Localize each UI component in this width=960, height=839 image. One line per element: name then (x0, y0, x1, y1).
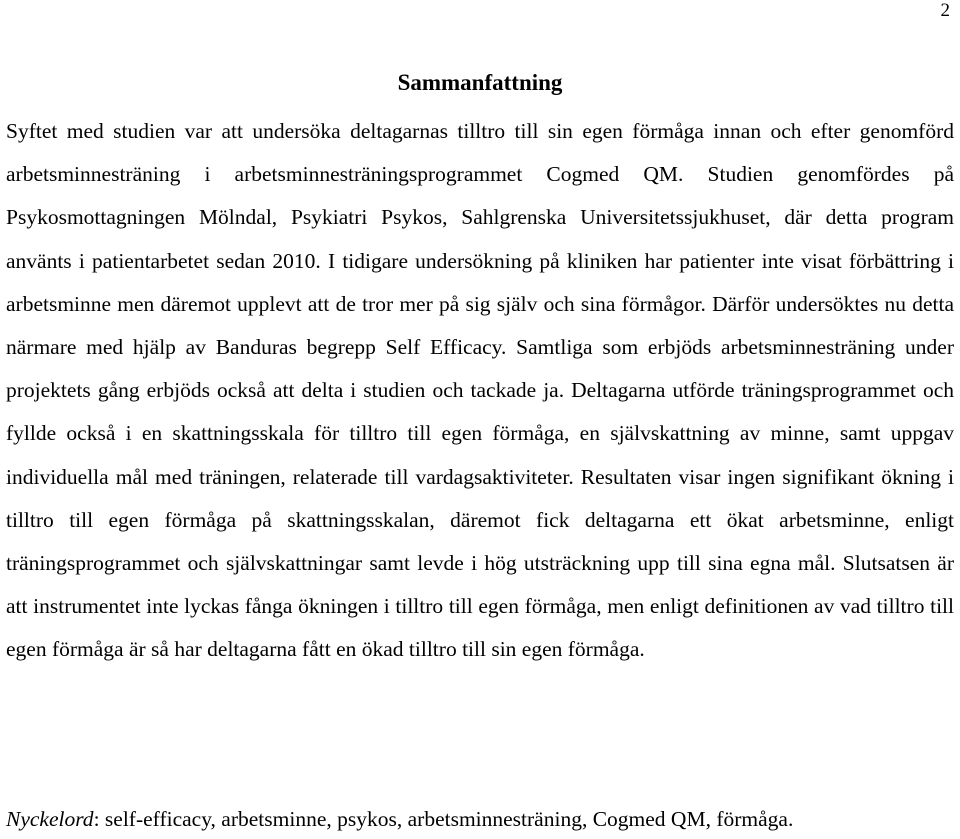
keywords-label: Nyckelord (6, 807, 94, 831)
keywords-text: self-efficacy, arbetsminne, psykos, arbetsminnesträning, Cogmed QM, förmåga. (99, 807, 794, 831)
keywords-line (6, 803, 954, 835)
page-number: 2 (940, 0, 950, 21)
keywords-separator: : (93, 807, 100, 831)
section-heading: Sammanfattning (397, 70, 563, 95)
abstract-paragraph: Syftet med studien var att undersöka deltagarnas tilltro till sin egen förmåga innan och efter genomförd arbetsminnesträning i arbetsminnesträningsprogrammet Cogmed QM. Studien genomfördes på Psykosmottagningen Mölndal, Psykiatri Psykos, Sahlgrenska Universitetssjukhuset, där detta program använts i patientarbetet sedan 2010. I tidigare undersökning på kliniken har patienter inte visat förbättring i arbetsminne men däremot upplevt att de tror mer på sig själv och sina förmågor. Därför undersöktes nu detta närmare med hjälp av Banduras begrepp Self Efficacy. Samtliga som erbjöds arbetsminnesträning under projektets gång erbjöds också att delta i studien och tackade ja. Deltagarna utförde träningsprogrammet och fyllde också i en skattningsskala för tilltro till egen förmåga, en självskattning av minne, samt uppgav individuella mål med träningen, relaterade till vardagsaktiviteter. Resultaten visar ingen signifikant ökning i tilltro till egen förmåga på skattningsskalan, däremot fick deltagarna ett ökat arbetsminne, enligt träningsprogrammet och självskattningar samt levde i hög utsträckning upp till sina egna mål. Slutsatsen är att instrumentet inte lyckas fånga ökningen i tilltro till egen förmåga, men enligt definitionen av vad tilltro till egen förmåga är så har deltagarna fått en ökad tilltro till sin egen förmåga. (6, 119, 954, 662)
